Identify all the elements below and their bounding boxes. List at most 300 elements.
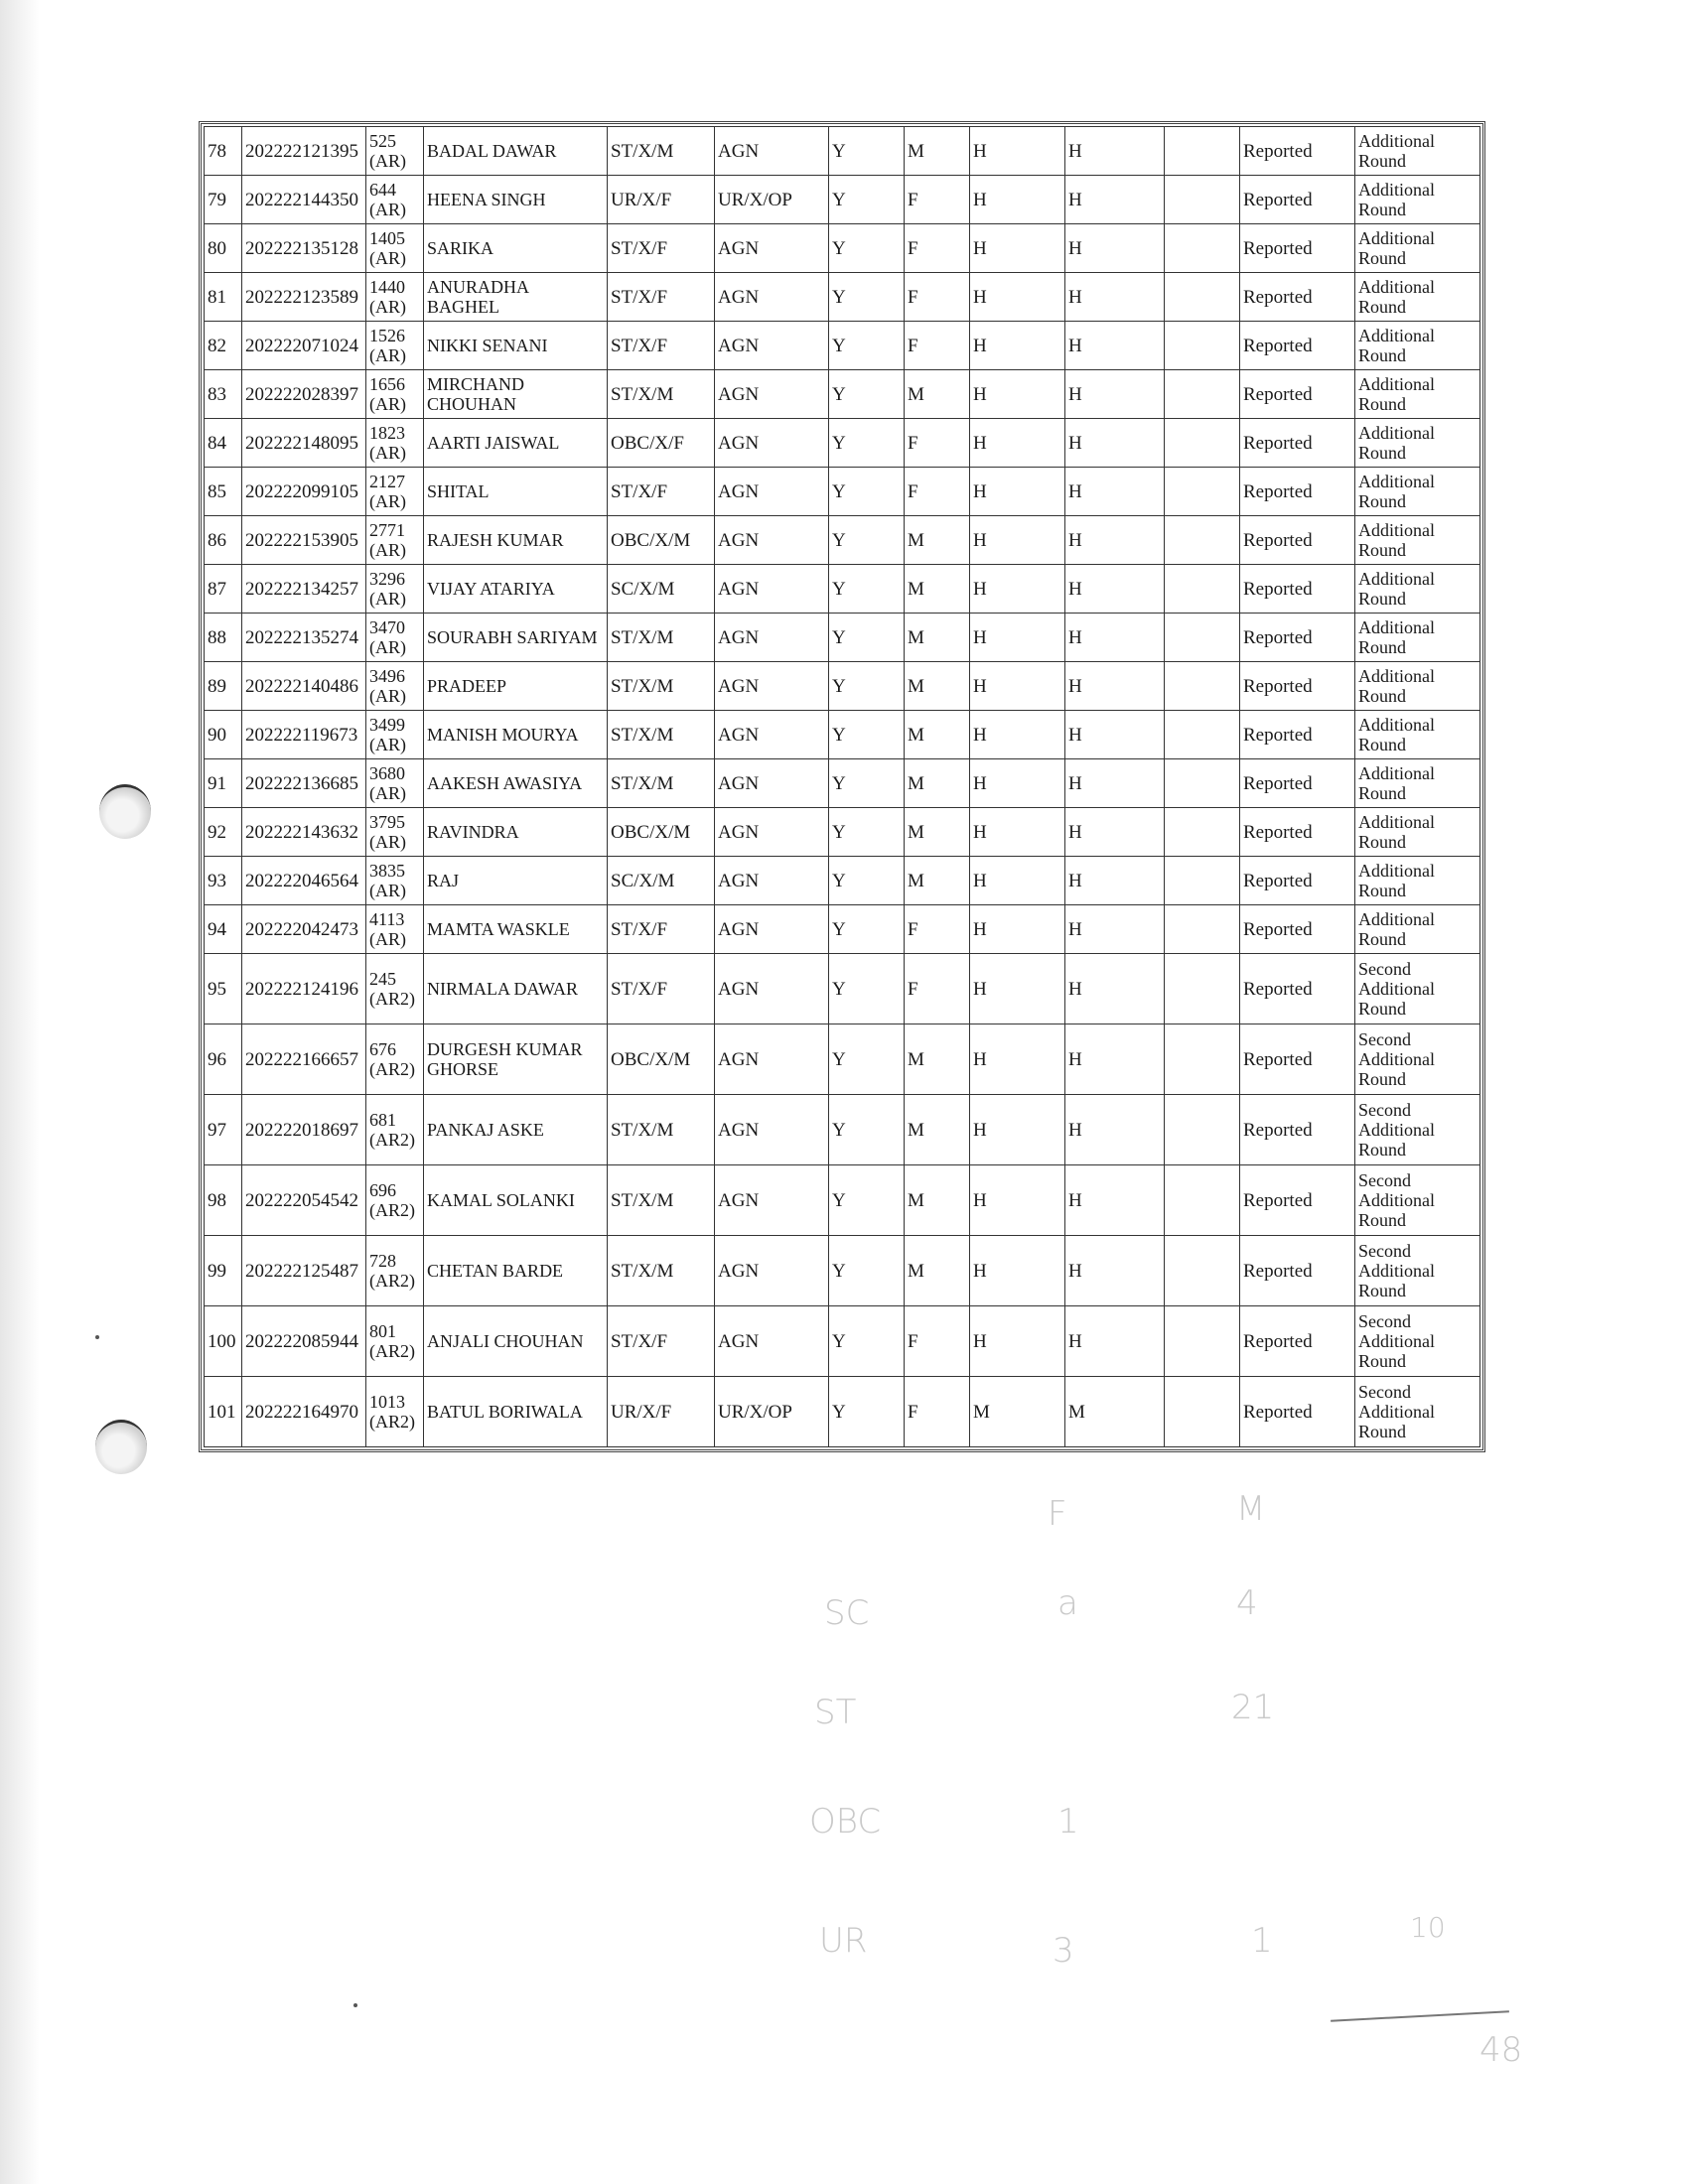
gender-cell: M <box>905 516 970 565</box>
category-cell: OBC/X/M <box>608 808 715 857</box>
blank-cell <box>1165 1236 1240 1306</box>
rank-cell: 4113 (AR) <box>366 905 424 954</box>
round-cell: Second Additional Round <box>1355 1165 1480 1236</box>
col-y-cell: Y <box>829 808 905 857</box>
col-h1-cell: H <box>970 662 1065 711</box>
category-cell: SC/X/M <box>608 565 715 614</box>
table-row <box>205 1377 1480 1447</box>
note-sc-label: SC <box>824 1593 870 1633</box>
category-cell: SC/X/M <box>608 857 715 905</box>
round-cell: Second Additional Round <box>1355 1306 1480 1377</box>
allotted-category-cell: AGN <box>715 808 829 857</box>
gender-cell: F <box>905 176 970 224</box>
col-h1-cell: H <box>970 808 1065 857</box>
category-cell: ST/X/M <box>608 662 715 711</box>
note-st-m: 21 <box>1231 1688 1275 1727</box>
status-cell: Reported <box>1240 468 1355 516</box>
admission-table-body <box>205 127 1480 1447</box>
status-cell: Reported <box>1240 516 1355 565</box>
candidate-name-cell: PANKAJ ASKE <box>424 1095 608 1165</box>
rank-cell: 3835 (AR) <box>366 857 424 905</box>
allotted-category-cell: AGN <box>715 565 829 614</box>
candidate-name-cell: RAJ <box>424 857 608 905</box>
application-number-cell: 202222042473 <box>242 905 366 954</box>
note-obc-f: 1 <box>1057 1802 1079 1842</box>
serial-number-cell: 88 <box>205 614 242 662</box>
application-number-cell: 202222071024 <box>242 322 366 370</box>
status-cell: Reported <box>1240 954 1355 1024</box>
round-cell: Additional Round <box>1355 759 1480 808</box>
application-number-cell: 202222054542 <box>242 1165 366 1236</box>
note-sc-m: 4 <box>1236 1583 1258 1623</box>
candidate-name-cell: BATUL BORIWALA <box>424 1377 608 1447</box>
candidate-name-cell: PRADEEP <box>424 662 608 711</box>
col-y-cell: Y <box>829 759 905 808</box>
col-h1-cell: H <box>970 127 1065 176</box>
round-cell: Additional Round <box>1355 127 1480 176</box>
status-cell: Reported <box>1240 662 1355 711</box>
round-cell: Additional Round <box>1355 176 1480 224</box>
candidate-name-cell: AARTI JAISWAL <box>424 419 608 468</box>
serial-number-cell: 95 <box>205 954 242 1024</box>
blank-cell <box>1165 1306 1240 1377</box>
table-row <box>205 808 1480 857</box>
round-cell: Additional Round <box>1355 565 1480 614</box>
round-cell: Additional Round <box>1355 662 1480 711</box>
col-h2-cell: H <box>1065 1236 1165 1306</box>
application-number-cell: 202222148095 <box>242 419 366 468</box>
col-h2-cell: H <box>1065 1306 1165 1377</box>
application-number-cell: 202222121395 <box>242 127 366 176</box>
allotted-category-cell: AGN <box>715 1236 829 1306</box>
serial-number-cell: 79 <box>205 176 242 224</box>
col-y-cell: Y <box>829 419 905 468</box>
application-number-cell: 202222135128 <box>242 224 366 273</box>
blank-cell <box>1165 954 1240 1024</box>
status-cell: Reported <box>1240 614 1355 662</box>
status-cell: Reported <box>1240 759 1355 808</box>
gender-cell: F <box>905 419 970 468</box>
col-h1-cell: H <box>970 614 1065 662</box>
note-ur-f: 3 <box>1053 1931 1074 1971</box>
round-cell: Additional Round <box>1355 273 1480 322</box>
serial-number-cell: 83 <box>205 370 242 419</box>
category-cell: ST/X/F <box>608 273 715 322</box>
serial-number-cell: 100 <box>205 1306 242 1377</box>
col-y-cell: Y <box>829 711 905 759</box>
blank-cell <box>1165 224 1240 273</box>
status-cell: Reported <box>1240 273 1355 322</box>
note-st-label: ST <box>814 1693 857 1732</box>
col-h2-cell: H <box>1065 322 1165 370</box>
table-row <box>205 370 1480 419</box>
col-y-cell: Y <box>829 1377 905 1447</box>
blank-cell <box>1165 565 1240 614</box>
col-y-cell: Y <box>829 273 905 322</box>
blank-cell <box>1165 759 1240 808</box>
allotted-category-cell: AGN <box>715 1095 829 1165</box>
round-cell: Additional Round <box>1355 808 1480 857</box>
category-cell: ST/X/F <box>608 1306 715 1377</box>
col-y-cell: Y <box>829 370 905 419</box>
rank-cell: 1405 (AR) <box>366 224 424 273</box>
application-number-cell: 202222018697 <box>242 1095 366 1165</box>
rank-cell: 644 (AR) <box>366 176 424 224</box>
application-number-cell: 202222099105 <box>242 468 366 516</box>
col-h2-cell: H <box>1065 711 1165 759</box>
round-cell: Additional Round <box>1355 857 1480 905</box>
table-row <box>205 224 1480 273</box>
category-cell: ST/X/M <box>608 1095 715 1165</box>
rank-cell: 2771 (AR) <box>366 516 424 565</box>
gender-cell: M <box>905 1095 970 1165</box>
category-cell: UR/X/F <box>608 176 715 224</box>
table-row <box>205 1165 1480 1236</box>
col-h2-cell: H <box>1065 419 1165 468</box>
punch-hole-bottom <box>95 1420 147 1474</box>
col-h2-cell: H <box>1065 1165 1165 1236</box>
category-cell: ST/X/F <box>608 468 715 516</box>
application-number-cell: 202222124196 <box>242 954 366 1024</box>
col-h1-cell: H <box>970 322 1065 370</box>
note-header-f: F <box>1048 1494 1067 1534</box>
application-number-cell: 202222135274 <box>242 614 366 662</box>
candidate-name-cell: NIKKI SENANI <box>424 322 608 370</box>
candidate-name-cell: RAVINDRA <box>424 808 608 857</box>
col-y-cell: Y <box>829 468 905 516</box>
category-cell: UR/X/F <box>608 1377 715 1447</box>
col-h2-cell: H <box>1065 857 1165 905</box>
serial-number-cell: 78 <box>205 127 242 176</box>
allotted-category-cell: AGN <box>715 759 829 808</box>
allotted-category-cell: AGN <box>715 516 829 565</box>
table-row <box>205 857 1480 905</box>
rank-cell: 1656 (AR) <box>366 370 424 419</box>
admission-table-frame <box>199 121 1485 1452</box>
round-cell: Second Additional Round <box>1355 954 1480 1024</box>
table-row <box>205 1306 1480 1377</box>
serial-number-cell: 89 <box>205 662 242 711</box>
col-y-cell: Y <box>829 1165 905 1236</box>
candidate-name-cell: VIJAY ATARIYA <box>424 565 608 614</box>
status-cell: Reported <box>1240 224 1355 273</box>
col-h2-cell: H <box>1065 273 1165 322</box>
table-row <box>205 468 1480 516</box>
gender-cell: M <box>905 711 970 759</box>
round-cell: Second Additional Round <box>1355 1095 1480 1165</box>
candidate-name-cell: MAMTA WASKLE <box>424 905 608 954</box>
serial-number-cell: 98 <box>205 1165 242 1236</box>
candidate-name-cell: KAMAL SOLANKI <box>424 1165 608 1236</box>
allotted-category-cell: AGN <box>715 614 829 662</box>
serial-number-cell: 81 <box>205 273 242 322</box>
blank-cell <box>1165 1377 1240 1447</box>
serial-number-cell: 93 <box>205 857 242 905</box>
col-h1-cell: H <box>970 468 1065 516</box>
gender-cell: M <box>905 1024 970 1095</box>
col-y-cell: Y <box>829 954 905 1024</box>
col-h2-cell: H <box>1065 1024 1165 1095</box>
category-cell: ST/X/M <box>608 127 715 176</box>
rank-cell: 1823 (AR) <box>366 419 424 468</box>
application-number-cell: 202222153905 <box>242 516 366 565</box>
allotted-category-cell: AGN <box>715 711 829 759</box>
blank-cell <box>1165 127 1240 176</box>
rank-cell: 696 (AR2) <box>366 1165 424 1236</box>
col-h2-cell: H <box>1065 662 1165 711</box>
category-cell: ST/X/M <box>608 1236 715 1306</box>
serial-number-cell: 84 <box>205 419 242 468</box>
blank-cell <box>1165 808 1240 857</box>
application-number-cell: 202222085944 <box>242 1306 366 1377</box>
blank-cell <box>1165 1095 1240 1165</box>
round-cell: Additional Round <box>1355 711 1480 759</box>
table-row <box>205 662 1480 711</box>
round-cell: Second Additional Round <box>1355 1236 1480 1306</box>
gender-cell: M <box>905 565 970 614</box>
application-number-cell: 202222028397 <box>242 370 366 419</box>
col-h1-cell: H <box>970 1024 1065 1095</box>
blank-cell <box>1165 516 1240 565</box>
rank-cell: 3795 (AR) <box>366 808 424 857</box>
col-y-cell: Y <box>829 565 905 614</box>
round-cell: Additional Round <box>1355 224 1480 273</box>
round-cell: Additional Round <box>1355 516 1480 565</box>
col-h1-cell: H <box>970 759 1065 808</box>
table-row <box>205 516 1480 565</box>
rank-cell: 676 (AR2) <box>366 1024 424 1095</box>
status-cell: Reported <box>1240 1095 1355 1165</box>
round-cell: Additional Round <box>1355 905 1480 954</box>
table-row <box>205 273 1480 322</box>
application-number-cell: 202222119673 <box>242 711 366 759</box>
status-cell: Reported <box>1240 1024 1355 1095</box>
status-cell: Reported <box>1240 857 1355 905</box>
allotted-category-cell: AGN <box>715 468 829 516</box>
table-row <box>205 614 1480 662</box>
admission-table <box>204 126 1480 1447</box>
round-cell: Additional Round <box>1355 419 1480 468</box>
serial-number-cell: 97 <box>205 1095 242 1165</box>
status-cell: Reported <box>1240 370 1355 419</box>
application-number-cell: 202222125487 <box>242 1236 366 1306</box>
serial-number-cell: 87 <box>205 565 242 614</box>
category-cell: OBC/X/F <box>608 419 715 468</box>
status-cell: Reported <box>1240 565 1355 614</box>
blank-cell <box>1165 176 1240 224</box>
scan-speck <box>353 2003 357 2007</box>
rank-cell: 3680 (AR) <box>366 759 424 808</box>
col-h2-cell: M <box>1065 1377 1165 1447</box>
rank-cell: 681 (AR2) <box>366 1095 424 1165</box>
application-number-cell: 202222123589 <box>242 273 366 322</box>
gender-cell: F <box>905 1377 970 1447</box>
category-cell: ST/X/M <box>608 759 715 808</box>
candidate-name-cell: DURGESH KUMAR GHORSE <box>424 1024 608 1095</box>
rank-cell: 3296 (AR) <box>366 565 424 614</box>
rank-cell: 1440 (AR) <box>366 273 424 322</box>
col-h1-cell: H <box>970 954 1065 1024</box>
scan-edge-shadow <box>0 0 40 2184</box>
note-total-underline <box>1331 2010 1509 2021</box>
status-cell: Reported <box>1240 419 1355 468</box>
candidate-name-cell: CHETAN BARDE <box>424 1236 608 1306</box>
gender-cell: M <box>905 808 970 857</box>
rank-cell: 245 (AR2) <box>366 954 424 1024</box>
col-y-cell: Y <box>829 1236 905 1306</box>
blank-cell <box>1165 273 1240 322</box>
table-row <box>205 565 1480 614</box>
status-cell: Reported <box>1240 1236 1355 1306</box>
gender-cell: M <box>905 662 970 711</box>
table-row <box>205 759 1480 808</box>
rank-cell: 2127 (AR) <box>366 468 424 516</box>
col-h1-cell: H <box>970 565 1065 614</box>
serial-number-cell: 91 <box>205 759 242 808</box>
blank-cell <box>1165 370 1240 419</box>
status-cell: Reported <box>1240 176 1355 224</box>
candidate-name-cell: HEENA SINGH <box>424 176 608 224</box>
rank-cell: 3496 (AR) <box>366 662 424 711</box>
col-h2-cell: H <box>1065 759 1165 808</box>
gender-cell: F <box>905 224 970 273</box>
candidate-name-cell: AAKESH AWASIYA <box>424 759 608 808</box>
rank-cell: 728 (AR2) <box>366 1236 424 1306</box>
col-y-cell: Y <box>829 224 905 273</box>
allotted-category-cell: AGN <box>715 273 829 322</box>
col-y-cell: Y <box>829 1306 905 1377</box>
application-number-cell: 202222143632 <box>242 808 366 857</box>
gender-cell: F <box>905 322 970 370</box>
col-h1-cell: H <box>970 273 1065 322</box>
category-cell: ST/X/F <box>608 322 715 370</box>
gender-cell: F <box>905 1306 970 1377</box>
gender-cell: M <box>905 759 970 808</box>
col-y-cell: Y <box>829 176 905 224</box>
application-number-cell: 202222164970 <box>242 1377 366 1447</box>
col-h1-cell: H <box>970 1165 1065 1236</box>
application-number-cell: 202222134257 <box>242 565 366 614</box>
allotted-category-cell: AGN <box>715 1306 829 1377</box>
rank-cell: 801 (AR2) <box>366 1306 424 1377</box>
note-sc-f: a <box>1057 1583 1078 1623</box>
candidate-name-cell: MANISH MOURYA <box>424 711 608 759</box>
col-y-cell: Y <box>829 1024 905 1095</box>
scan-speck <box>95 1335 99 1339</box>
status-cell: Reported <box>1240 1306 1355 1377</box>
note-obc-label: OBC <box>809 1802 882 1842</box>
note-grand-total: 48 <box>1479 2030 1523 2070</box>
col-h1-cell: H <box>970 1236 1065 1306</box>
blank-cell <box>1165 857 1240 905</box>
allotted-category-cell: AGN <box>715 224 829 273</box>
allotted-category-cell: AGN <box>715 662 829 711</box>
table-row <box>205 419 1480 468</box>
col-y-cell: Y <box>829 857 905 905</box>
candidate-name-cell: SHITAL <box>424 468 608 516</box>
col-h2-cell: H <box>1065 516 1165 565</box>
status-cell: Reported <box>1240 127 1355 176</box>
serial-number-cell: 85 <box>205 468 242 516</box>
status-cell: Reported <box>1240 808 1355 857</box>
col-h1-cell: H <box>970 1306 1065 1377</box>
col-h1-cell: H <box>970 1095 1065 1165</box>
gender-cell: M <box>905 127 970 176</box>
table-row <box>205 1024 1480 1095</box>
table-row <box>205 127 1480 176</box>
gender-cell: F <box>905 468 970 516</box>
status-cell: Reported <box>1240 1165 1355 1236</box>
note-ur-label: UR <box>819 1921 868 1961</box>
round-cell: Second Additional Round <box>1355 1024 1480 1095</box>
table-row <box>205 954 1480 1024</box>
note-header-m: M <box>1236 1489 1266 1529</box>
gender-cell: F <box>905 954 970 1024</box>
serial-number-cell: 94 <box>205 905 242 954</box>
rank-cell: 3499 (AR) <box>366 711 424 759</box>
blank-cell <box>1165 1165 1240 1236</box>
blank-cell <box>1165 662 1240 711</box>
category-cell: ST/X/M <box>608 370 715 419</box>
candidate-name-cell: RAJESH KUMAR <box>424 516 608 565</box>
rank-cell: 525 (AR) <box>366 127 424 176</box>
blank-cell <box>1165 468 1240 516</box>
candidate-name-cell: SARIKA <box>424 224 608 273</box>
col-h1-cell: H <box>970 419 1065 468</box>
candidate-name-cell: ANURADHA BAGHEL <box>424 273 608 322</box>
gender-cell: M <box>905 857 970 905</box>
round-cell: Second Additional Round <box>1355 1377 1480 1447</box>
allotted-category-cell: AGN <box>715 322 829 370</box>
round-cell: Additional Round <box>1355 614 1480 662</box>
round-cell: Additional Round <box>1355 468 1480 516</box>
round-cell: Additional Round <box>1355 370 1480 419</box>
gender-cell: M <box>905 1165 970 1236</box>
gender-cell: M <box>905 1236 970 1306</box>
status-cell: Reported <box>1240 711 1355 759</box>
table-row <box>205 176 1480 224</box>
category-cell: ST/X/F <box>608 905 715 954</box>
status-cell: Reported <box>1240 905 1355 954</box>
col-h1-cell: H <box>970 176 1065 224</box>
allotted-category-cell: AGN <box>715 905 829 954</box>
category-cell: OBC/X/M <box>608 516 715 565</box>
status-cell: Reported <box>1240 322 1355 370</box>
candidate-name-cell: ANJALI CHOUHAN <box>424 1306 608 1377</box>
status-cell: Reported <box>1240 1377 1355 1447</box>
blank-cell <box>1165 905 1240 954</box>
application-number-cell: 202222140486 <box>242 662 366 711</box>
table-row <box>205 711 1480 759</box>
allotted-category-cell: AGN <box>715 1024 829 1095</box>
table-row <box>205 1236 1480 1306</box>
blank-cell <box>1165 419 1240 468</box>
application-number-cell: 202222144350 <box>242 176 366 224</box>
category-cell: ST/X/F <box>608 224 715 273</box>
table-row <box>205 905 1480 954</box>
gender-cell: F <box>905 273 970 322</box>
col-y-cell: Y <box>829 1095 905 1165</box>
application-number-cell: 202222166657 <box>242 1024 366 1095</box>
col-h1-cell: M <box>970 1377 1065 1447</box>
col-h2-cell: H <box>1065 224 1165 273</box>
serial-number-cell: 82 <box>205 322 242 370</box>
allotted-category-cell: UR/X/OP <box>715 1377 829 1447</box>
candidate-name-cell: SOURABH SARIYAM <box>424 614 608 662</box>
col-h1-cell: H <box>970 711 1065 759</box>
col-h2-cell: H <box>1065 565 1165 614</box>
col-h1-cell: H <box>970 224 1065 273</box>
